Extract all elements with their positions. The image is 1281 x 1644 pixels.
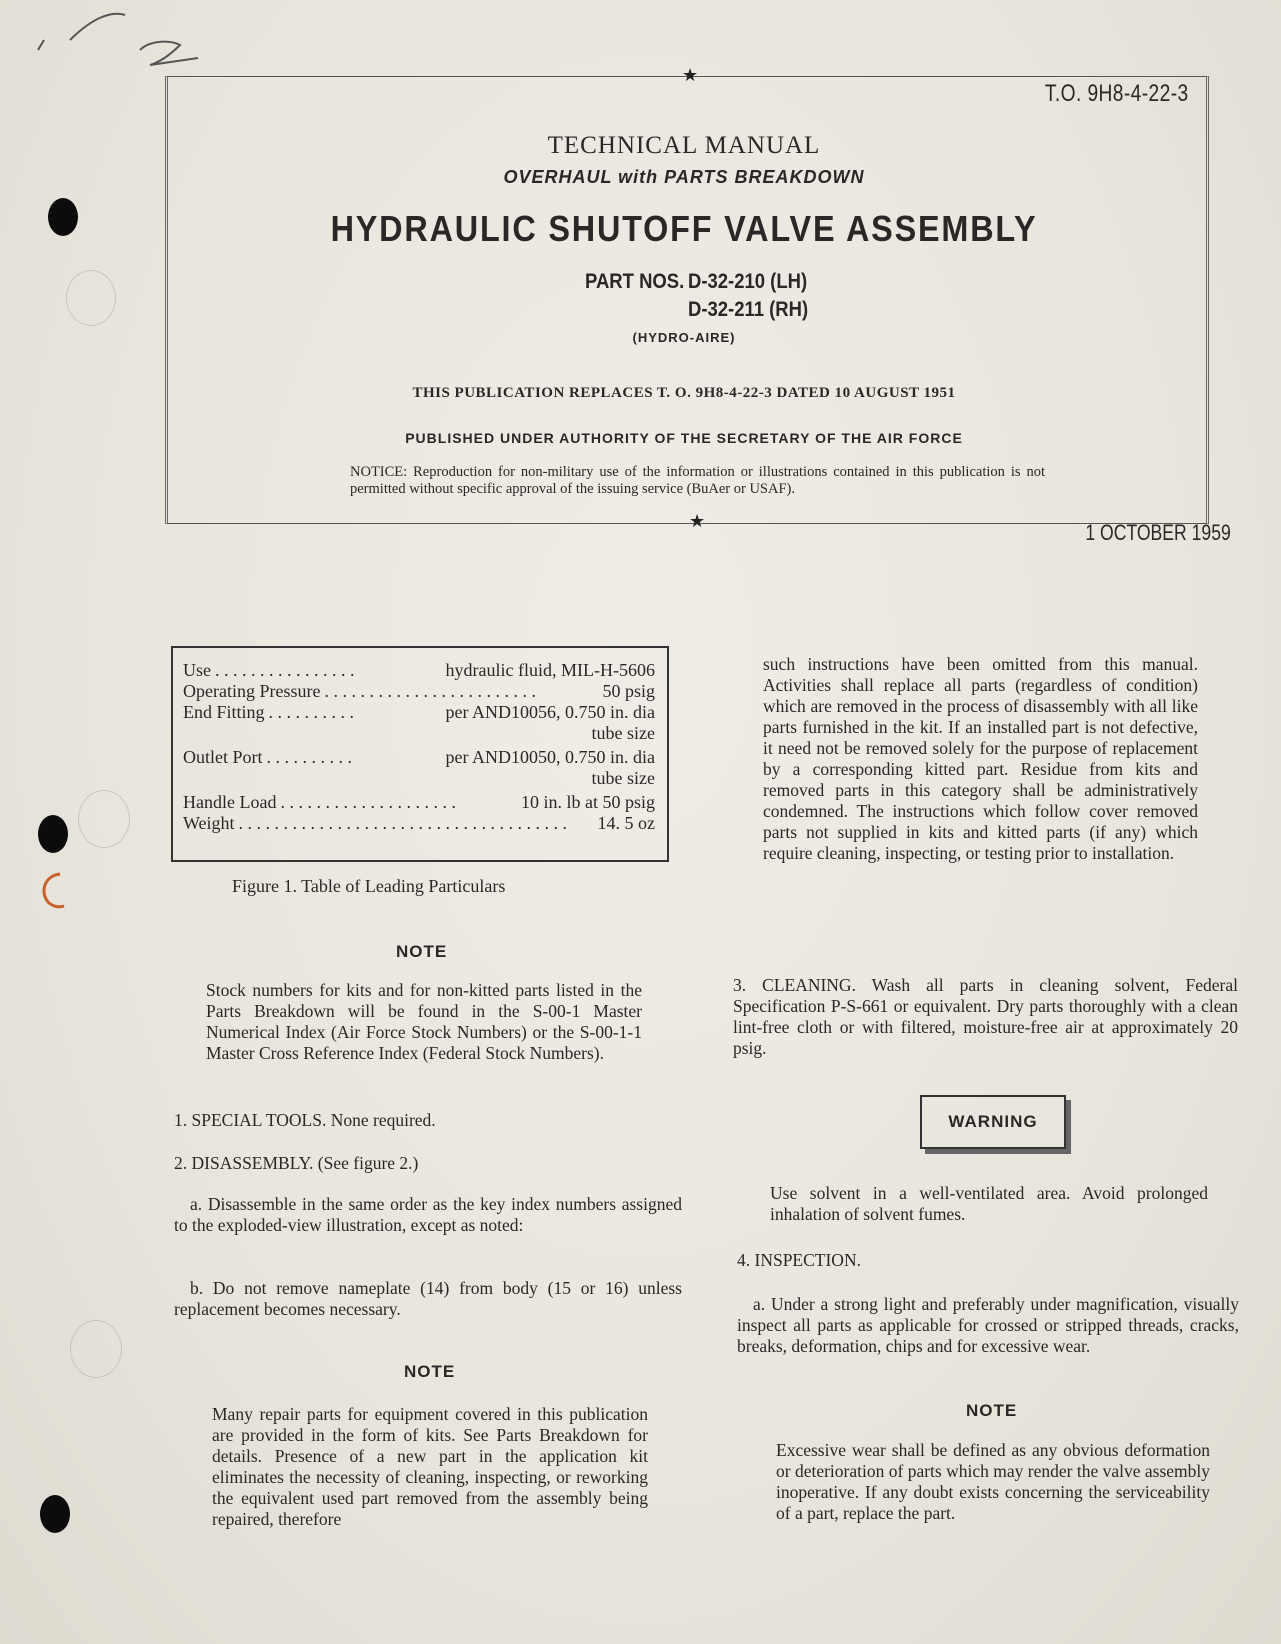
leading-particulars-table [171, 646, 669, 862]
kit-parts-note: Many repair parts for equipment covered in this publication are provided in the form of kits. See Parts Breakdown for details. Presence of a new part in the application kit eliminates the necessity of cleaning, inspecting, or reworking the equivalent used part removed from the assembly being repaired, therefore [212, 1404, 648, 1529]
particular-value: 14. 5 oz [597, 813, 655, 833]
publication-date: 1 OCTOBER 1959 [1085, 520, 1231, 545]
particular-row: Operating Pressure . . . . . . . . . . . . . . . . . . . . . . . . 50 psig [183, 681, 655, 701]
punch-hole-middle [38, 815, 68, 853]
figure-caption: Figure 1. Table of Leading Particulars [232, 876, 506, 896]
particular-row: Weight . . . . . . . . . . . . . . . . . . . . . . . . . . . . . . . . . . . . . 14. 5 oz [183, 813, 655, 833]
particular-value: per AND10056, 0.750 in. dia [445, 702, 655, 722]
section-cleaning: 3. CLEANING. Wash all parts in cleaning solvent, Federal Specification P-S-661 or equivalent. Dry parts thoroughly with a clean lint-free cloth or with filtered, moisture-free air at approximately 20 psig. [733, 975, 1238, 1058]
manual-type: TECHNICAL MANUAL [547, 132, 821, 159]
particular-label: Outlet Port [183, 747, 263, 767]
part-number-lh: D-32-210 (LH) [688, 270, 808, 293]
reproduction-notice: NOTICE: Reproduction for non-military use of the information or illustrations contained in this publication is not permitted without specific approval of the issuing service (BuAer or USAF). [350, 464, 1045, 497]
page-title: HYDRAULIC SHUTOFF VALVE ASSEMBLY [330, 208, 1038, 249]
note-heading: NOTE [396, 942, 448, 961]
particular-value: tube size [591, 768, 655, 788]
particular-label: Handle Load [183, 792, 277, 812]
pen-scribble [30, 10, 200, 70]
manufacturer: (HYDRO-AIRE) [632, 330, 736, 345]
kit-note-continued: such instructions have been omitted from this manual. Activities shall replace all parts (regardless of condition) which are removed in the process of disassembly with all like parts furnished in the kit. If an installed part is not defective, it need not be removed solely for the purpose of replacement by a corresponding kitted part. Residue from kits and removed parts in this category shall be administratively condemned. The instructions which follow cover removed parts not supplied in kits and kitted parts (if any) which require cleaning, inspecting, or testing prior to installation. [763, 654, 1198, 863]
particular-value: hydraulic fluid, MIL-H-5606 [445, 660, 655, 680]
disassembly-step-b: b. Do not remove nameplate (14) from body (15 or 16) unless replacement becomes necessary. [174, 1278, 682, 1319]
punch-hole-bottom [40, 1495, 70, 1533]
excessive-wear-note: Excessive wear shall be defined as any obvious deformation or deterioration of parts which may render the valve assembly inoperative. If any doubt exists concerning the serviceability of a part, replace the part. [776, 1440, 1210, 1523]
note-heading: NOTE [404, 1362, 456, 1381]
particular-value: tube size [591, 723, 655, 743]
particular-row: End Fitting . . . . . . . . . . per AND10056, 0.750 in. dia [183, 702, 655, 722]
disassembly-step-a: a. Disassemble in the same order as the key index numbers assigned to the exploded-view illustration, except as noted: [174, 1194, 682, 1235]
star-icon: ★ [689, 511, 706, 531]
particular-row: Outlet Port . . . . . . . . . . per AND10050, 0.750 in. dia [183, 747, 655, 767]
section-special-tools: 1. SPECIAL TOOLS. None required. [174, 1110, 436, 1130]
section-disassembly: 2. DISASSEMBLY. (See figure 2.) [174, 1153, 419, 1173]
solvent-warning: Use solvent in a well-ventilated area. Avoid prolonged inhalation of solvent fumes. [770, 1183, 1208, 1224]
authority-line: PUBLISHED UNDER AUTHORITY OF THE SECRETARY OF THE AIR FORCE [405, 430, 963, 446]
warning-box: WARNING [920, 1095, 1066, 1149]
star-icon: ★ [682, 65, 699, 85]
particular-row-continued [183, 768, 655, 789]
particular-label: Operating Pressure [183, 681, 321, 701]
particular-row: Use . . . . . . . . . . . . . . . . hydraulic fluid, MIL-H-5606 [183, 660, 655, 680]
particular-label: Use [183, 660, 211, 680]
inspection-step-a: a. Under a strong light and preferably under magnification, visually inspect all parts as applicable for crossed or stripped threads, cracks, breaks, deformation, chips and for excessive wear. [737, 1294, 1239, 1356]
stock-number-note: Stock numbers for kits and for non-kitted parts listed in the Parts Breakdown will be found in the S-00-1 Master Numerical Index (Air Force Stock Numbers) or the S-00-1-1 Master Cross Reference Index (Federal Stock Numbers). [206, 980, 642, 1063]
note-heading: NOTE [966, 1401, 1018, 1420]
section-inspection: 4. INSPECTION. [737, 1250, 861, 1270]
replaces-notice: THIS PUBLICATION REPLACES T. O. 9H8-4-22-3 DATED 10 AUGUST 1951 [412, 385, 956, 401]
particular-label: End Fitting [183, 702, 265, 722]
to-number: T.O. 9H8-4-22-3 [1045, 80, 1189, 107]
faint-hole-ring [70, 1320, 122, 1378]
orange-mark [30, 868, 70, 914]
punch-hole-top [48, 198, 78, 236]
particular-value: per AND10050, 0.750 in. dia [445, 747, 655, 767]
particular-row-continued [183, 723, 655, 744]
faint-hole-ring [66, 270, 116, 326]
particular-row: Handle Load . . . . . . . . . . . . . . . . . . . . 10 in. lb at 50 psig [183, 792, 655, 812]
particular-label: Weight [183, 813, 235, 833]
manual-subtitle: OVERHAUL with PARTS BREAKDOWN [503, 167, 865, 187]
particular-value: 10 in. lb at 50 psig [521, 792, 655, 812]
particular-value: 50 psig [602, 681, 655, 701]
part-numbers-label: PART NOS. [585, 270, 685, 293]
part-number-rh: D-32-211 (RH) [688, 298, 809, 321]
faint-hole-ring [78, 790, 130, 848]
